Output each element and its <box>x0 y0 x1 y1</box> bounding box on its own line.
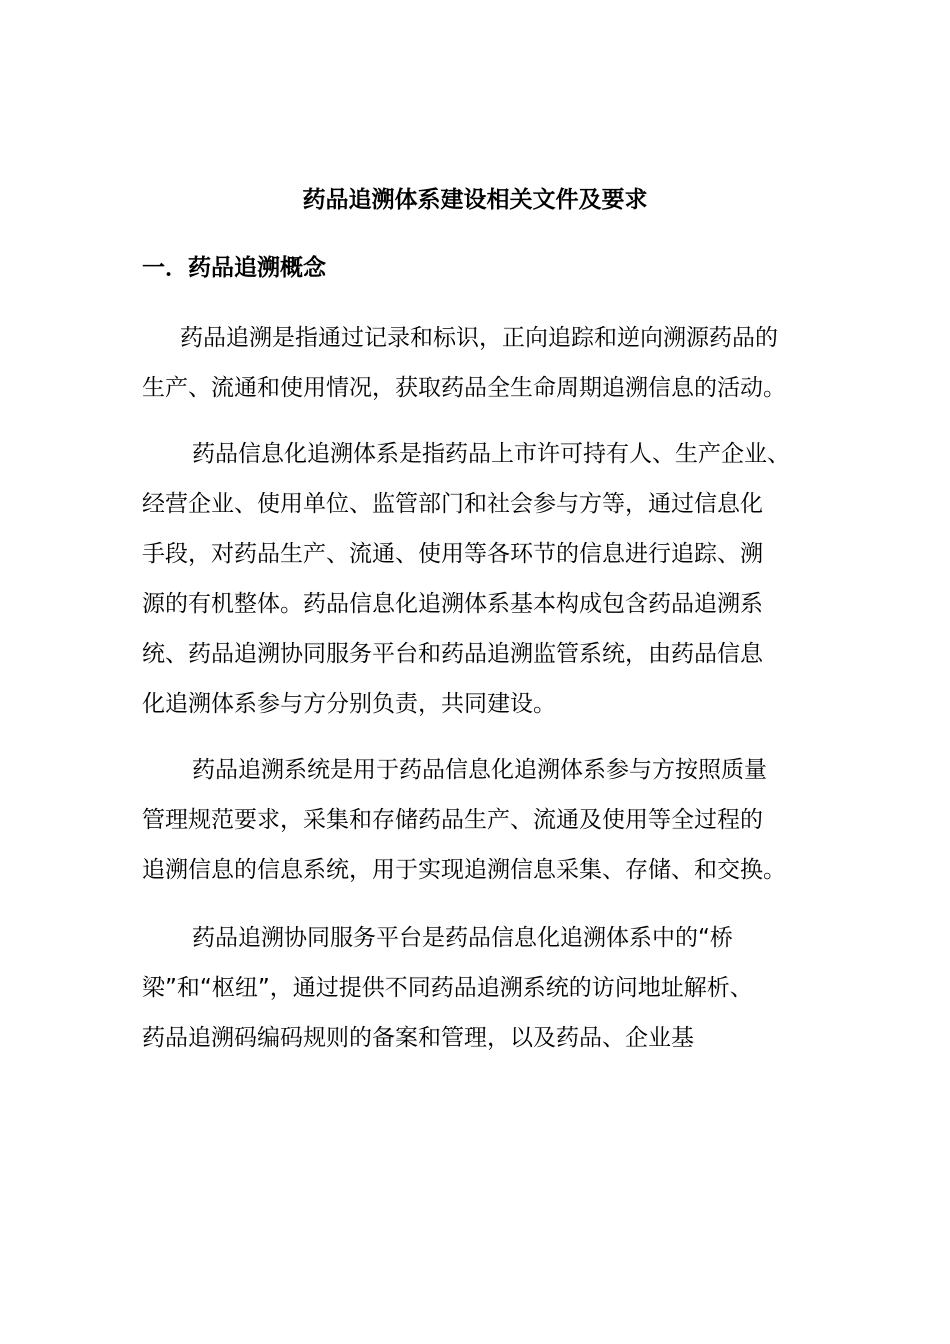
paragraph-line: 手段，对药品生产、流通、使用等各环节的信息进行追踪、溯 <box>142 541 763 567</box>
paragraph-tracing-system <box>142 745 822 895</box>
paragraph-line: 经营企业、使用单位、监管部门和社会参与方等，通过信息化 <box>142 491 763 517</box>
paragraph-line: 药品追溯协同服务平台是药品信息化追溯体系中的“桥 <box>192 925 733 951</box>
paragraph-line: 药品追溯是指通过记录和标识，正向追踪和逆向溯源药品的 <box>180 325 778 351</box>
paragraph-line: 追溯信息的信息系统，用于实现追溯信息采集、存储、和交换。 <box>142 857 786 883</box>
paragraph-line: 管理规范要求，采集和存储药品生产、流通及使用等全过程的 <box>142 807 763 833</box>
section-heading: 一．药品追溯概念 <box>142 255 326 281</box>
paragraph-line: 药品信息化追溯体系是指药品上市许可持有人、生产企业、 <box>192 441 790 467</box>
paragraph-concept <box>142 313 822 413</box>
paragraph-line: 梁”和“枢纽”，通过提供不同药品追溯系统的访问地址解析、 <box>142 975 753 1001</box>
paragraph-line: 统、药品追溯协同服务平台和药品追溯监管系统，由药品信息 <box>142 641 763 667</box>
paragraph-collaboration-platform <box>142 913 822 1063</box>
paragraph-line: 药品追溯码编码规则的备案和管理，以及药品、企业基 <box>142 1025 694 1051</box>
paragraph-line: 生产、流通和使用情况，获取药品全生命周期追溯信息的活动。 <box>142 375 786 401</box>
paragraph-system-definition <box>142 429 822 729</box>
document-title: 药品追溯体系建设相关文件及要求 <box>302 187 648 213</box>
paragraph-line: 源的有机整体。药品信息化追溯体系基本构成包含药品追溯系 <box>142 591 763 617</box>
paragraph-line: 药品追溯系统是用于药品信息化追溯体系参与方按照质量 <box>192 757 767 783</box>
paragraph-line: 化追溯体系参与方分别负责，共同建设。 <box>142 691 556 717</box>
